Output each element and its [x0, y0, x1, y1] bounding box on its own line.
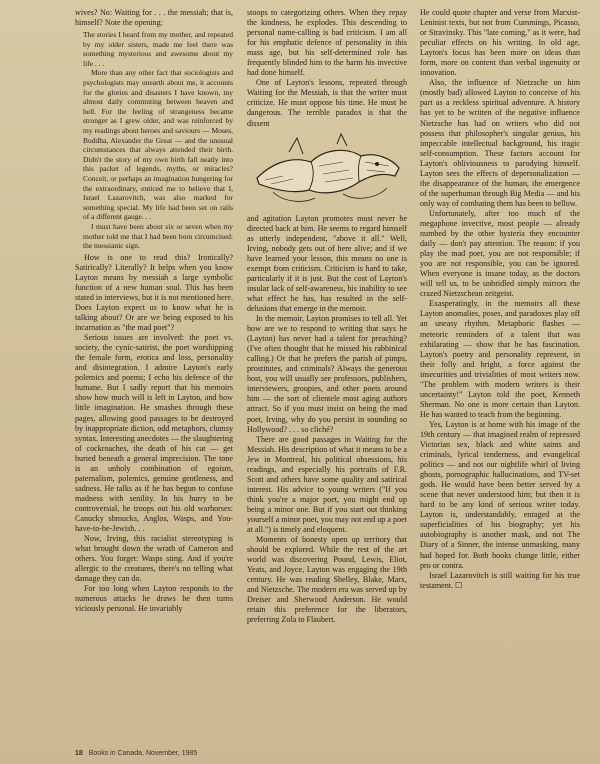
body-paragraph: and agitation Layton promotes must never be directed back at him. He seems to regard himself as utterly independent, "above it all." Well, Irving, nobody gets out of here alive; and if we have learned your lesson, this means no one is exempt from criticism. Criticism is hard to take, particularly if it is just. But the cost of Layton's insular lack of self-awareness, his inability to see what effect he has, has resulted in the self-delusions that emerge in the memoir. — [247, 213, 407, 313]
body-paragraph: Also, the influence of Nietzsche on him (mostly bad) allowed Layton to conceive of his part as a reckless spiritual adventure. A history has yet to be written of the negative influence Nietzsche has had on writers who did not possess that philosopher's singular genius, his impeccable intellectual background, his tragic self-consumption. These factors account for Layton's obliviousness to parodying himself. Layton sees the effects of depersonalization — the disappearance of the human, the emergence of the superhuman through Big Media — and his only way of combating them has been to bellow. — [420, 78, 580, 208]
body-paragraph: How is one to read this? Ironically? Satirically? Literally? It helps when you know Layton means by messiah a large symbolic function of a new human soul. This has been stated in interviews, but it is not mentioned here. Does Layton expect us to know what he is talking about? Or are we being exposed to his incarnation as "the mad poet"? — [75, 252, 233, 333]
body-paragraph: One of Layton's lessons, repeated through Waiting for the Messiah, is that the writer must criticize. He must oppose his time. He must be dangerous. The terrible paradox is that the dissent — [247, 78, 407, 128]
body-paragraph: Yes, Layton is at home with his image of the 19th century — that imagined realm of repressed Victorian sex, black and white saints and criminals, lyrical tenderness, and evangelical politics — and not our nightlife whirl of living ghosts, pornographic hallucinations, and TV-set gods. He would have been better served by a scene that never understood him; but then it is hard to be any kind of serious writer today. Layton is, understandably, enraged at the superficialities of his biography; yet his autobiography is another mask, and not The Diary of a Sinner, the intense unmasking, many had hoped for. Both books change little, either pro or contra. — [420, 419, 580, 570]
quote-paragraph: More than any other fact that sociologists and psychologists may unearth about me, it accounts for the glories and disasters I have known, my almost daily commuting between heaven and hell. For the feeling of strangeness became stronger as I grew older, and was reinforced by my readings about heroes and saviours — Moses, Buddha, Alexander the Great — and the unusual circumstances that always attended their birth. Didn't the story of my own birth fall neatly into this packet of legends, myths, or miracles? Conceit, or perhaps an imagination hungering for the extraordinary, enticed me to believe that I, Israel Lazarovitch, was also marked for something special. My life had been set on rails of a different gauge. . . — [83, 68, 233, 222]
body-paragraph: Exasperatingly, in the memoirs all these Layton anomalies, poses, and paradoxes play off an uneasy rhythm. Metaphoric flashes — meteoric reminders of a talent that was exhilarating — show that he has fascination. Layton's poetry and personality represent, in their folly and bright, a force against the insecurities and trivialities of most writers now. "The problem with modern writers is their uncertainty!" Layton told the poet, Kenneth Sherman. No one is more certain than Layton. He has wanted to teach from the beginning. — [420, 299, 580, 419]
memoir-quotation — [83, 30, 233, 251]
intro-paragraph: wives? No: Waiting for . . . the messiah; that is, himself? Note the opening: — [75, 8, 233, 28]
body-paragraph: Israel Lazarovitch is still waiting for his true testament. ☐ — [420, 570, 580, 590]
body-paragraph: In the memoir, Layton promises to tell all. Yet how are we to respond to writing that says he (Layton) has never had a talent for preaching? (I've often thought that he missed his rabbinical calling.) Or that he prefers the parish of pimps, prostitutes, and criminals? Always the generous host, you will usually see professors, publishers, interviewers, groupies, and other poets around him — the sort of clientele most aging authors attract. So if you must insist on being the mad poet, Irving, why do you persist in sounding so Hollywood? . . . so cliché? — [247, 314, 407, 434]
quote-paragraph: The stories I heard from my mother, and repeated by my older sisters, made me feel there was something mysterious and awesome about my life . . . — [83, 30, 233, 68]
quote-paragraph: I must have been about six or seven when my mother told me that I had been born circumcised: the messianic sign. — [83, 221, 233, 251]
body-paragraph: Now, Irving, this racialist stereotyping is what brought down the wrath of Cameron and others. You forget: Wasps sting. And if you're allergic to the creatures, there's no telling what damage they can do. — [75, 534, 233, 584]
column-2 — [247, 8, 407, 625]
body-paragraph: stoops to categorizing others. When they repay the kindness, he explodes. This descending to personal name-calling is bad criticism. I am all for his emphatic defence of personality in this mass age, but his self-determined role has frequently blinded him to the harm his invective had done himself. — [247, 8, 407, 78]
body-paragraph: Moments of honesty open up territory that should be explored. While the rest of the art world was discovering Pound, Lewis, Eliot, Yeats, and Joyce, Layton was engaging the 19th century. He was reading Shelley, Blake, Marx, and Nietzsche. The modern era was served up by Dreiser and Sherwood Anderson. He would retain this preference for the liberators, preferring Zola to Flaubert. — [247, 535, 407, 625]
column-1 — [75, 8, 233, 614]
page-footer — [75, 750, 197, 757]
body-paragraph: Serious issues are involved: the poet vs. society, the cynic-satirist, the poet worshipping the female form, erotica and loss, personality and disintegration. I admire Layton's early polemics and poems; I echo his defence of the humane. But I sadly report that his memoirs show how much will is left in Layton, and how little imagination. He smashes through these pages, allowing good passages to be destroyed by inappropriate diction, odd metaphors, clumsy syntax. Interesting anecdotes — the slaughtering of cockroaches, the death of his cat — get buried beneath a general imprecision. The tone is an unholy combination of egoism, paternalism, polemics, genuine gentleness, and sadness. He talks as if he has begun to confuse madness with senility. In his hurry to be controversial, he troops out his old warhorses: Canucky shmucks, Anglos, Wasps, and You-have-to-be-Jewish. . . — [75, 333, 233, 534]
column-3 — [420, 8, 580, 591]
body-paragraph: Unfortunately, after too much of the megaphone invective, most people — already numbed by the other hysteria they encounter daily — don't pay attention. The reason: if you play the mad poet, you are not responsible; if you are not responsible, you can be ignored. When everyone is insane today, as the doctors will tell us, to be unbridled simply mirrors the crazed Nietzschean zeitgeist. — [420, 208, 580, 299]
body-paragraph: There are good passages in Waiting for the Messiah. His description of what it means to be a Jew in Montreal, his political obsessions, his readings, and especially his portraits of F.R. Scott and others have some quality and satirical interest. His advice to young writers ("If you think you're a major poet, you might end up being a minor one. But if you start out thinking yourself a minor poet, you may not end up a poet at all.") is timely and eloquent. — [247, 434, 407, 535]
page-number: 18 — [75, 750, 83, 757]
body-paragraph: He could quote chapter and verse from Marxist-Leninist texts, but not from Cummings, Picasso, or Stravinsky. This "late coming," as it were, had peculiar effects on his writing. In old age, Layton's focus has been more on ideas than form, more on content than verbal ingenuity or innovation. — [420, 8, 580, 78]
illustration-hand-drawn — [253, 132, 403, 210]
body-paragraph: For too long when Layton responds to the numerous attacks he draws he then turns viciously personal. He invariably — [75, 584, 233, 614]
publication-line: Books in Canada, November, 1985 — [88, 750, 198, 757]
